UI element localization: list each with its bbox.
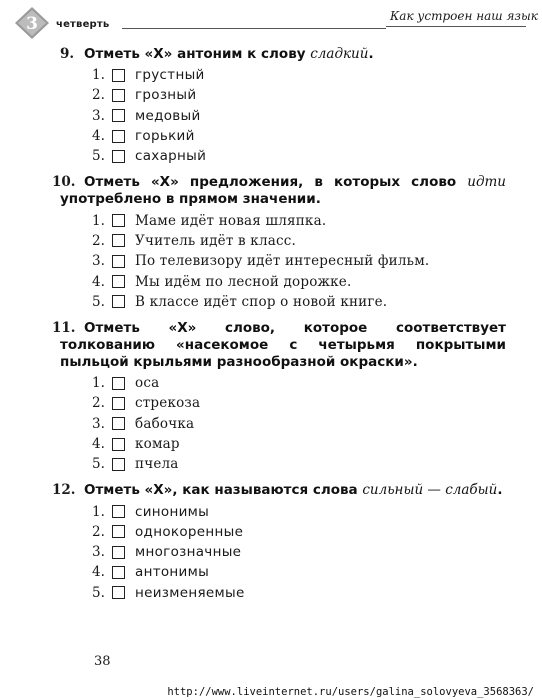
quarter-label: четверть xyxy=(56,19,110,30)
questions-list xyxy=(52,46,506,611)
option-number: 5. xyxy=(92,293,105,310)
answer-option xyxy=(92,271,506,291)
question-prompt: Отметь «X», как называются слова xyxy=(84,482,363,499)
option-number: 3. xyxy=(92,415,105,432)
answer-checkbox[interactable] xyxy=(112,525,125,538)
answer-option xyxy=(92,393,506,413)
answer-checkbox[interactable] xyxy=(112,586,125,599)
question-text xyxy=(60,46,506,63)
option-text: пчела xyxy=(135,456,179,473)
answer-checkbox[interactable] xyxy=(112,458,125,471)
option-number: 5. xyxy=(92,584,105,601)
answer-option xyxy=(92,231,506,251)
option-number: 2. xyxy=(92,523,105,540)
quarter-badge xyxy=(14,6,50,40)
question-number: 12. xyxy=(52,482,76,499)
answer-option xyxy=(92,542,506,562)
answer-checkbox[interactable] xyxy=(112,438,125,451)
header-rule xyxy=(122,28,386,29)
answer-checkbox[interactable] xyxy=(112,255,125,268)
answer-checkbox[interactable] xyxy=(112,150,125,163)
option-text: сахарный xyxy=(135,148,207,165)
question-text xyxy=(52,319,506,371)
answer-option xyxy=(92,373,506,393)
option-text: антонимы xyxy=(135,564,210,581)
diamond-badge-icon xyxy=(14,6,50,40)
answer-checkbox[interactable] xyxy=(112,566,125,579)
option-text: однокоренные xyxy=(135,523,244,540)
page-number: 38 xyxy=(94,654,111,669)
question-prompt-end: . xyxy=(497,482,503,499)
option-text: синонимы xyxy=(135,503,210,520)
option-text: бабочка xyxy=(135,415,195,432)
answer-checkbox[interactable] xyxy=(112,214,125,227)
answer-checkbox[interactable] xyxy=(112,397,125,410)
answer-option xyxy=(92,292,506,312)
question-prompt: Отметь «X» антоним к слову xyxy=(84,46,311,62)
question-prompt: Отметь «X» предложения, в которых слово xyxy=(84,174,468,191)
question-10 xyxy=(52,174,506,311)
answer-checkbox[interactable] xyxy=(112,505,125,518)
answer-option xyxy=(92,522,506,542)
badge-number: 3 xyxy=(26,14,38,34)
option-text: неизменяемые xyxy=(135,584,245,601)
option-number: 4. xyxy=(92,564,105,581)
answer-option xyxy=(92,501,506,521)
option-number: 1. xyxy=(92,212,105,229)
page-header xyxy=(14,6,538,40)
option-number: 4. xyxy=(92,128,105,145)
option-text: Маме идёт новая шляпка. xyxy=(135,212,327,229)
answer-option xyxy=(92,251,506,271)
question-keyword: сильный — слабый xyxy=(362,482,498,499)
option-number: 4. xyxy=(92,273,105,290)
answer-option xyxy=(92,85,506,105)
answer-checkbox[interactable] xyxy=(112,546,125,559)
answer-option xyxy=(92,106,506,126)
option-text: медовый xyxy=(135,107,201,124)
answer-option xyxy=(92,65,506,85)
answer-option xyxy=(92,210,506,230)
answer-option xyxy=(92,414,506,434)
option-number: 3. xyxy=(92,107,105,124)
option-text: грустный xyxy=(135,67,205,84)
option-number: 3. xyxy=(92,253,105,270)
answer-option xyxy=(92,126,506,146)
answer-checkbox[interactable] xyxy=(112,377,125,390)
option-number: 5. xyxy=(92,456,105,473)
option-text: комар xyxy=(135,436,180,452)
section-title: Как устроен наш язык xyxy=(390,9,538,23)
option-number: 3. xyxy=(92,544,105,561)
answer-checkbox[interactable] xyxy=(112,130,125,143)
answer-option xyxy=(92,562,506,582)
answer-option xyxy=(92,434,506,454)
question-text xyxy=(52,174,506,208)
option-number: 2. xyxy=(92,87,105,104)
answer-options xyxy=(60,65,506,166)
question-number: 11. xyxy=(52,319,76,336)
question-prompt-end: . xyxy=(368,46,374,62)
option-text: грозный xyxy=(135,87,197,104)
option-text: По телевизору идёт интересный фильм. xyxy=(135,253,430,270)
question-12 xyxy=(52,482,506,602)
option-number: 4. xyxy=(92,436,105,452)
answer-options xyxy=(60,501,506,602)
option-number: 5. xyxy=(92,148,105,165)
question-keyword: идти xyxy=(467,174,506,191)
answer-checkbox[interactable] xyxy=(112,417,125,430)
answer-option xyxy=(92,146,506,166)
question-text xyxy=(52,482,506,499)
option-text: Учитель идёт в класс. xyxy=(135,232,296,249)
answer-checkbox[interactable] xyxy=(112,109,125,122)
source-watermark: http://www.liveinternet.ru/users/galina_solovyeva_3568363/ xyxy=(167,686,534,698)
answer-checkbox[interactable] xyxy=(112,234,125,247)
option-number: 2. xyxy=(92,395,105,412)
question-prompt: Отметь «X» слово, которое соответствует толкованию «насекомое с четырьмя покрытыми пыльцой крыльями разнообразной окраски». xyxy=(60,319,506,370)
option-number: 1. xyxy=(92,67,105,84)
answer-option xyxy=(92,454,506,474)
answer-checkbox[interactable] xyxy=(112,89,125,102)
section-title-underline xyxy=(386,26,526,27)
question-prompt-end: употреблено в прямом значении. xyxy=(60,191,321,208)
answer-checkbox[interactable] xyxy=(112,295,125,308)
option-text: В классе идёт спор о новой книге. xyxy=(135,293,388,310)
answer-options xyxy=(60,373,506,474)
option-text: горький xyxy=(135,128,195,145)
answer-checkbox[interactable] xyxy=(112,275,125,288)
option-text: Мы идём по лесной дорожке. xyxy=(135,273,352,290)
question-number: 10. xyxy=(52,174,76,191)
answer-option xyxy=(92,583,506,603)
question-9 xyxy=(60,46,506,166)
answer-checkbox[interactable] xyxy=(112,69,125,82)
question-keyword: сладкий xyxy=(310,46,369,62)
question-number: 9. xyxy=(60,46,75,62)
option-number: 1. xyxy=(92,375,105,392)
option-text: оса xyxy=(135,375,160,392)
question-11 xyxy=(52,319,506,474)
answer-options xyxy=(60,210,506,311)
option-number: 2. xyxy=(92,232,105,249)
option-number: 1. xyxy=(92,503,105,520)
option-text: многозначные xyxy=(135,544,242,561)
option-text: стрекоза xyxy=(135,395,201,412)
